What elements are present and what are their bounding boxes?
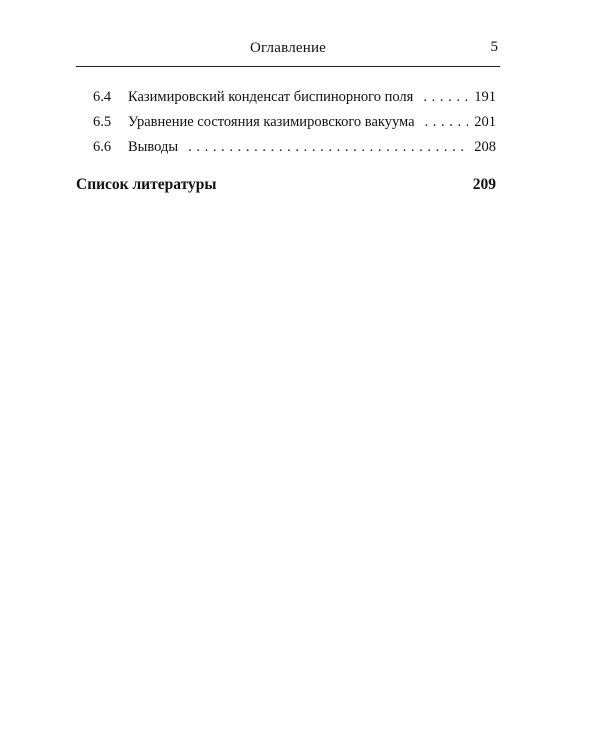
toc-entry-page: 201 [474, 114, 496, 130]
header-rule [76, 66, 500, 67]
toc-entry[interactable] [76, 111, 496, 136]
page-number: 5 [490, 39, 498, 55]
toc-entry-number: 6.5 [93, 114, 112, 130]
toc-list [76, 86, 496, 161]
chapter-title: Список литературы [76, 176, 217, 193]
toc-chapter-entry[interactable] [76, 176, 496, 198]
toc-entry-number: 6.6 [93, 139, 112, 155]
running-head [76, 36, 500, 60]
chapter-page: 209 [472, 176, 496, 193]
toc-entry-number: 6.4 [93, 89, 112, 105]
toc-entry-title: Выводы [128, 139, 179, 155]
dot-leader [188, 139, 468, 156]
toc-entry[interactable] [76, 86, 496, 111]
dot-leader [425, 114, 469, 131]
toc-entry-title: Казимировский конденсат биспинорного поля [128, 89, 414, 105]
toc-entry[interactable] [76, 136, 496, 161]
running-title: Оглавление [249, 40, 327, 56]
toc-entry-page: 191 [474, 89, 496, 105]
toc-entry-title: Уравнение состояния казимировского вакуума [128, 114, 415, 130]
toc-entry-page: 208 [474, 139, 496, 155]
dot-leader [423, 89, 468, 106]
